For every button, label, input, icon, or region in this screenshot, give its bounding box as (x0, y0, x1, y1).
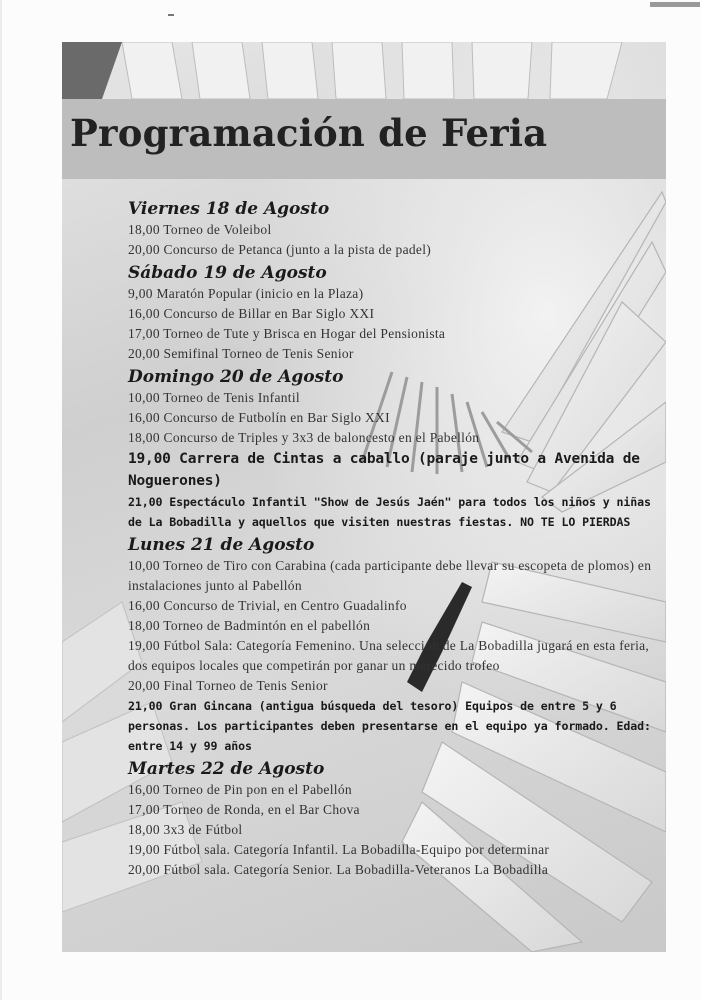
day-section-lunes (128, 534, 666, 756)
event-item: 20,00 Final Torneo de Tenis Senior (128, 678, 328, 693)
scan-edge-line (0, 0, 2, 1000)
day-section-martes (128, 758, 666, 880)
schedule (128, 196, 666, 880)
day-section-sabado (128, 262, 666, 364)
event-item: 18,00 Torneo de Voleibol (128, 222, 272, 237)
event-item: 19,00 Fútbol Sala: Categoría Femenino. Una selección de La Bobadilla jugará en esta feria, dos equipos locales que competirán por ganar un merecido trofeo (128, 638, 650, 673)
scan-mark (168, 14, 174, 16)
event-item-highlight: 21,00 Gran Gincana (antigua búsqueda del tesoro) Equipos de entre 5 y 6 personas. Los participantes deben presentarse en el equipo ya formado. Edad: entre 14 y 99 años (128, 699, 651, 753)
event-item: 17,00 Torneo de Ronda, en el Bar Chova (128, 802, 360, 817)
event-item-highlight: 19,00 Carrera de Cintas a caballo (paraje junto a Avenida de Noguerones) (128, 451, 640, 489)
event-item: 18,00 Torneo de Badmintón en el pabellón (128, 618, 371, 633)
event-item: 9,00 Maratón Popular (inicio en la Plaza) (128, 286, 364, 301)
event-item: 16,00 Concurso de Futbolín en Bar Siglo XXI (128, 410, 390, 425)
day-heading: Sábado 19 de Agosto (128, 263, 327, 283)
day-heading: Lunes 21 de Agosto (128, 535, 315, 555)
day-section-viernes (128, 198, 666, 260)
title-band (62, 99, 666, 179)
event-item: 16,00 Concurso de Billar en Bar Siglo XXI (128, 306, 375, 321)
page-title: Programación de Feria (70, 111, 548, 155)
event-item: 16,00 Torneo de Pin pon en el Pabellón (128, 782, 352, 797)
event-item-highlight: 21,00 Espectáculo Infantil "Show de Jesús Jaén" para todos los niños y niñas de La Bobadilla y aquellos que visiten nuestras fiestas. NO TE LO PIERDAS (128, 495, 651, 529)
scan-mark-corner (650, 2, 700, 7)
event-item: 19,00 Fútbol sala. Categoría Infantil. La Bobadilla-Equipo por determinar (128, 842, 550, 857)
day-heading: Domingo 20 de Agosto (128, 367, 344, 387)
event-item: 17,00 Torneo de Tute y Brisca en Hogar del Pensionista (128, 326, 446, 341)
day-heading: Martes 22 de Agosto (128, 759, 325, 779)
event-item: 18,00 3x3 de Fútbol (128, 822, 243, 837)
day-section-domingo (128, 366, 666, 532)
event-item: 20,00 Semifinal Torneo de Tenis Senior (128, 346, 354, 361)
event-item: 10,00 Torneo de Tiro con Carabina (cada participante debe llevar su escopeta de plomos) en instalaciones junto al Pabellón (128, 558, 652, 593)
event-item: 18,00 Concurso de Triples y 3x3 de baloncesto en el Pabellón (128, 430, 480, 445)
day-heading: Viernes 18 de Agosto (128, 199, 330, 219)
event-item: 20,00 Concurso de Petanca (junto a la pista de padel) (128, 242, 432, 257)
event-item: 10,00 Torneo de Tenis Infantil (128, 390, 300, 405)
event-item: 20,00 Fútbol sala. Categoría Senior. La Bobadilla-Veteranos La Bobadilla (128, 862, 549, 877)
event-item: 16,00 Concurso de Trivial, en Centro Guadalinfo (128, 598, 407, 613)
feria-poster (62, 42, 666, 952)
